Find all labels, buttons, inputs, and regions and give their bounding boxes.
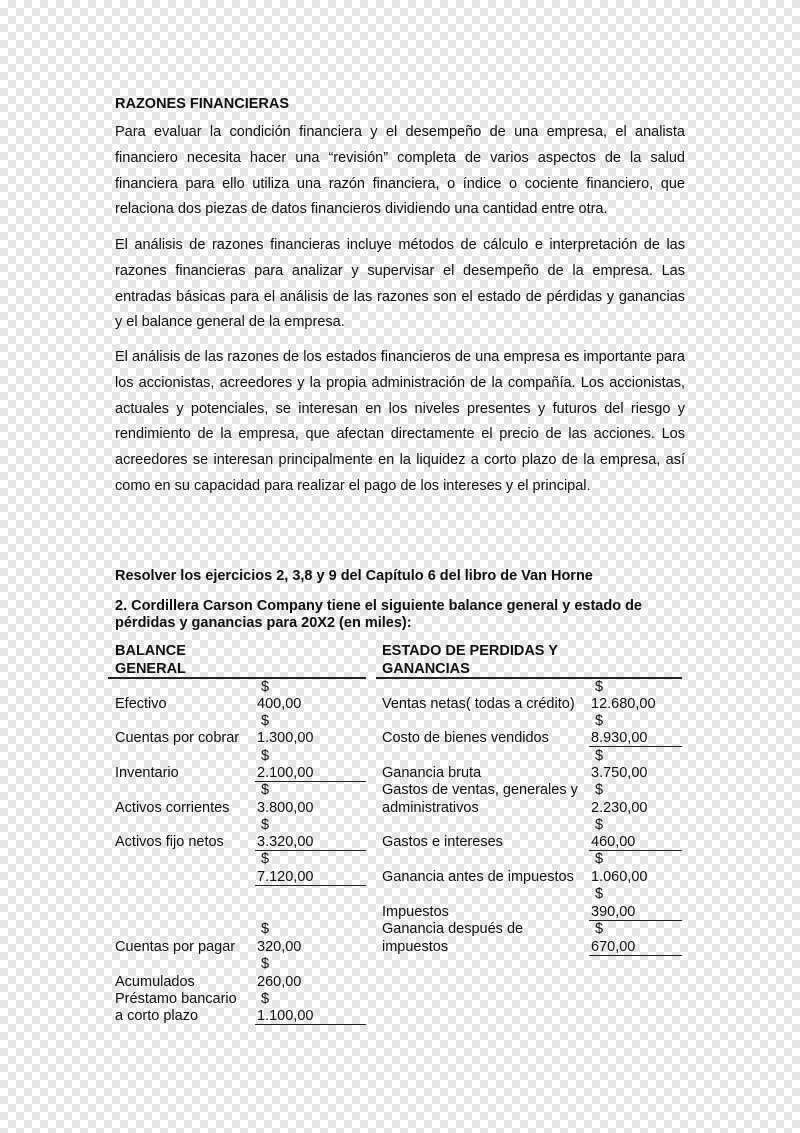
- currency-symbol: $: [261, 679, 270, 695]
- income-header-line1: ESTADO DE PERDIDAS Y: [382, 643, 558, 659]
- paragraph-3: El análisis de las razones de los estados financieros de una empresa es importante para los accionistas, acreedores y la propia administración de la compañía. Los accionistas, actuales y potenciales, se interesan en los niveles presentes y futuros del riesgo y rendimiento de la empresa, que afectan directamente el precio de las acciones. Los acreedores se interesan principalmente en la liquidez a corto plazo de la empresa, así como en su capacidad para realizar el pago de los intereses y el principal.: [115, 349, 685, 494]
- balance-row-value: 2.100,00: [257, 765, 314, 781]
- paragraph-1: Para evaluar la condición financiera y el desempeño de una empresa, el analista financiero necesita hacer una “revisión” completa de varios aspectos de la salud financiera para ello utiliza una razón financiera, o índice o cociente financiero, que relaciona dos piezas de datos financieros dividiendo una cantidad entre otra.: [115, 124, 685, 218]
- income-row-value: 390,00: [591, 904, 636, 920]
- income-row-value: 12.680,00: [591, 696, 656, 712]
- currency-symbol: $: [595, 817, 604, 833]
- currency-symbol: $: [595, 782, 604, 798]
- balance-row-value: 3.800,00: [257, 800, 314, 816]
- currency-symbol: $: [595, 713, 604, 729]
- balance-row-value: 260,00: [257, 974, 302, 990]
- income-row-label: impuestos: [382, 939, 449, 955]
- income-row-label: Gastos e intereses: [382, 834, 503, 850]
- balance-row-value: 320,00: [257, 939, 302, 955]
- currency-symbol: $: [261, 817, 270, 833]
- income-row-label: Ganancia antes de impuestos: [382, 869, 574, 885]
- balance-row-value: 1.100,00: [257, 1008, 314, 1024]
- income-row-value: 1.060,00: [591, 869, 648, 885]
- currency-symbol: $: [261, 713, 270, 729]
- balance-row-label: Activos fijo netos: [115, 834, 224, 850]
- income-row-value: 3.750,00: [591, 765, 648, 781]
- paragraph-2: El análisis de razones financieras incluye métodos de cálculo e interpretación de las razones financieras para analizar y supervisar el desempeño de la empresa. Las entradas básicas para el análisis de las razones son el estado de pérdidas y ganancias y el balance general de la empresa.: [115, 237, 685, 331]
- income-row-value: 670,00: [591, 939, 636, 955]
- balance-row-label: Cuentas por cobrar: [115, 730, 240, 746]
- income-row-label: Impuestos: [382, 904, 449, 920]
- currency-symbol: $: [261, 748, 270, 764]
- income-row-label: Gastos de ventas, generales y: [382, 782, 578, 798]
- balance-total-value: 7.120,00: [257, 869, 314, 885]
- balance-row-value: 400,00: [257, 696, 302, 712]
- income-row-label: Ganancia bruta: [382, 765, 482, 781]
- currency-symbol: $: [595, 679, 604, 695]
- income-row-value: 8.930,00: [591, 730, 648, 746]
- currency-symbol: $: [595, 886, 604, 902]
- income-row-value: 460,00: [591, 834, 636, 850]
- currency-symbol: $: [595, 851, 604, 867]
- income-row-label: Ventas netas( todas a crédito): [382, 696, 575, 712]
- income-row-label: Costo de bienes vendidos: [382, 730, 549, 746]
- balance-row-label: Préstamo bancario: [115, 991, 237, 1007]
- balance-row-label: Cuentas por pagar: [115, 939, 236, 955]
- document-title: RAZONES FINANCIERAS: [115, 96, 290, 112]
- income-row-label: administrativos: [382, 800, 479, 816]
- exercise-heading: Resolver los ejercicios 2, 3,8 y 9 del Capítulo 6 del libro de Van Horne: [115, 568, 593, 584]
- subtotal-rule: [255, 850, 366, 851]
- balance-row-label: Efectivo: [115, 696, 167, 712]
- income-row-label: Ganancia después de: [382, 921, 524, 937]
- currency-symbol: $: [261, 782, 270, 798]
- subtotal-rule: [255, 1024, 366, 1025]
- currency-symbol: $: [595, 921, 604, 937]
- income-header-line2: GANANCIAS: [382, 661, 470, 677]
- balance-row-label: Activos corrientes: [115, 800, 230, 816]
- question-text: 2. Cordillera Carson Company tiene el siguiente balance general y estado de pérdidas y ganancias para 20X2 (en miles):: [115, 598, 642, 631]
- currency-symbol: $: [261, 991, 270, 1007]
- balance-row-label: Inventario: [115, 765, 179, 781]
- income-row-value: 2.230,00: [591, 800, 648, 816]
- subtotal-rule: [589, 746, 682, 747]
- currency-symbol: $: [261, 851, 270, 867]
- currency-symbol: $: [261, 921, 270, 937]
- balance-row-label: Acumulados: [115, 974, 195, 990]
- currency-symbol: $: [261, 956, 270, 972]
- balance-header-line1: BALANCE: [115, 643, 186, 659]
- balance-row-value: 3.320,00: [257, 834, 314, 850]
- total-rule: [589, 955, 682, 956]
- balance-header-line2: GENERAL: [115, 661, 186, 677]
- balance-row-value: 1.300,00: [257, 730, 314, 746]
- total-rule: [255, 885, 366, 886]
- currency-symbol: $: [595, 748, 604, 764]
- balance-row-label: a corto plazo: [115, 1008, 199, 1024]
- subtotal-rule: [255, 781, 366, 782]
